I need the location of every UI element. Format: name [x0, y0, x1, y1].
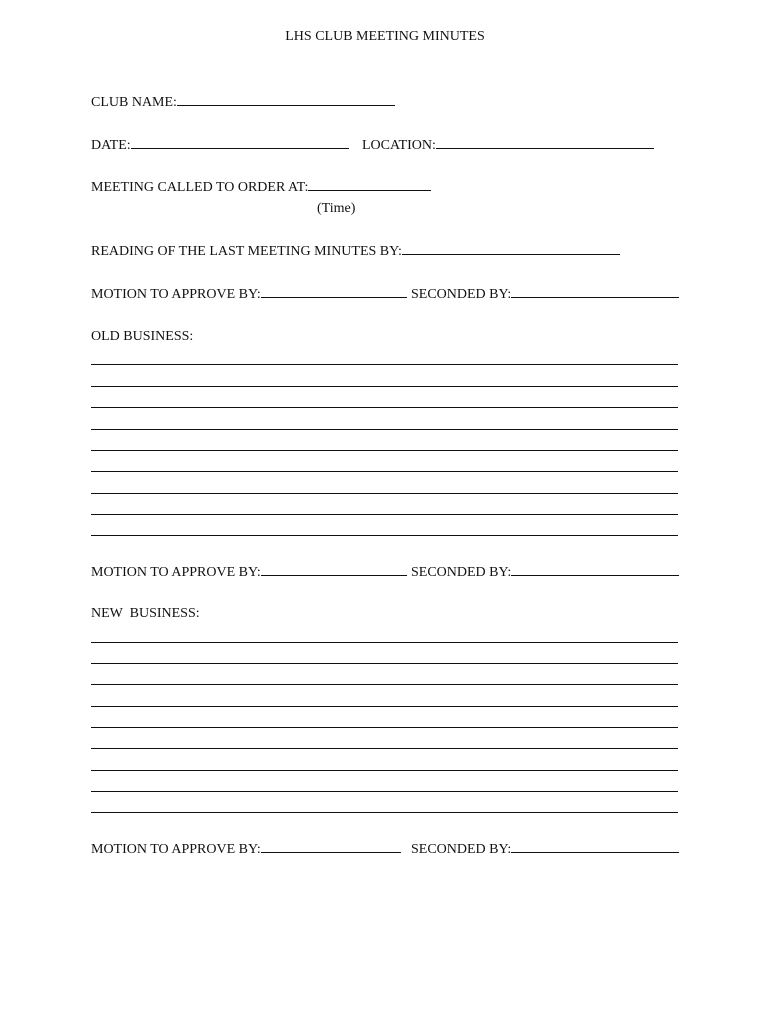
motion-field[interactable]: [261, 563, 407, 576]
seconded-label: SECONDED BY:: [411, 842, 512, 857]
old-business-line[interactable]: [91, 386, 678, 387]
motion-label: MOTION TO APPROVE BY:: [91, 565, 261, 580]
called-to-order-field[interactable]: [308, 178, 431, 191]
called-to-order-label: MEETING CALLED TO ORDER AT:: [91, 180, 309, 195]
location-label: LOCATION:: [362, 138, 436, 153]
called-to-order-row: [91, 178, 431, 197]
old-business-line[interactable]: [91, 450, 678, 451]
seconded-label: SECONDED BY:: [411, 565, 512, 580]
club-name-label: CLUB NAME:: [91, 95, 177, 110]
seconded-field[interactable]: [511, 285, 679, 298]
new-business-line[interactable]: [91, 663, 678, 664]
old-business-line[interactable]: [91, 407, 678, 408]
old-business-line[interactable]: [91, 471, 678, 472]
new-business-line[interactable]: [91, 642, 678, 643]
motion-field[interactable]: [261, 285, 407, 298]
old-business-line[interactable]: [91, 514, 678, 515]
form-title: LHS CLUB MEETING MINUTES: [285, 29, 485, 44]
location-field[interactable]: [436, 136, 654, 149]
motion-label: MOTION TO APPROVE BY:: [91, 842, 261, 857]
new-business-line[interactable]: [91, 770, 678, 771]
date-field[interactable]: [131, 136, 349, 149]
time-caption: (Time): [317, 201, 356, 216]
old-business-line[interactable]: [91, 535, 678, 536]
new-business-line[interactable]: [91, 791, 678, 792]
motion-row-2: [91, 563, 407, 582]
seconded-row-1: [411, 285, 679, 304]
seconded-row-2: [411, 563, 679, 582]
motion-row-1: [91, 285, 407, 304]
new-business-line[interactable]: [91, 748, 678, 749]
seconded-row-3: [411, 840, 679, 859]
new-business-line[interactable]: [91, 727, 678, 728]
old-business-heading: OLD BUSINESS:: [91, 329, 194, 344]
old-business-line[interactable]: [91, 493, 678, 494]
new-business-heading: NEW BUSINESS:: [91, 606, 200, 621]
motion-row-3: [91, 840, 401, 859]
club-name-field[interactable]: [177, 93, 395, 106]
seconded-field[interactable]: [511, 563, 679, 576]
new-business-line[interactable]: [91, 706, 678, 707]
new-business-line[interactable]: [91, 812, 678, 813]
motion-label: MOTION TO APPROVE BY:: [91, 287, 261, 302]
date-row: [91, 136, 349, 155]
new-business-line[interactable]: [91, 684, 678, 685]
old-business-line[interactable]: [91, 429, 678, 430]
seconded-field[interactable]: [511, 840, 679, 853]
motion-field[interactable]: [261, 840, 401, 853]
date-label: DATE:: [91, 138, 131, 153]
reading-row: [91, 242, 620, 261]
reading-field[interactable]: [402, 242, 620, 255]
location-row: [362, 136, 654, 155]
club-name-row: [91, 93, 395, 112]
seconded-label: SECONDED BY:: [411, 287, 512, 302]
reading-label: READING OF THE LAST MEETING MINUTES BY:: [91, 244, 402, 259]
old-business-line[interactable]: [91, 364, 678, 365]
